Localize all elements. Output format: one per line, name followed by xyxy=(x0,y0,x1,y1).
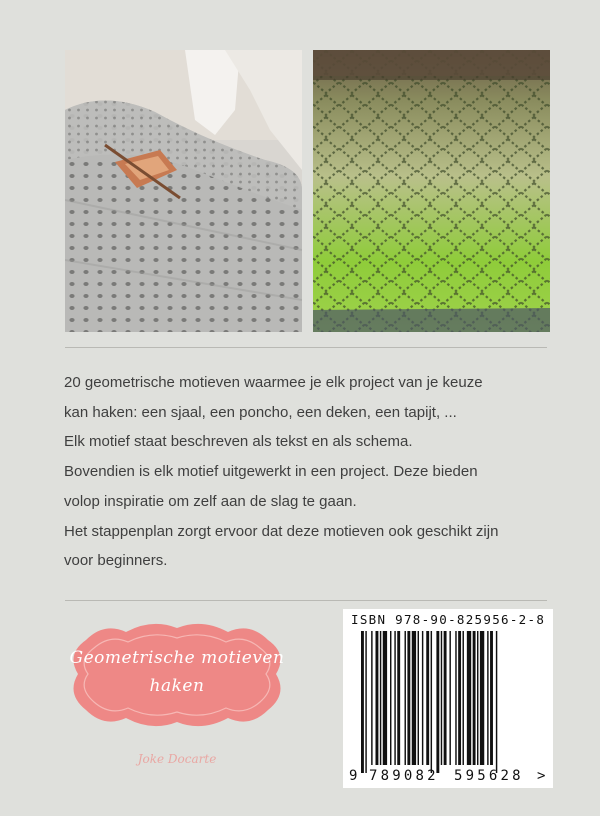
barcode-bar xyxy=(422,631,423,765)
barcode-bar xyxy=(371,631,372,765)
barcode-bar xyxy=(490,631,493,765)
barcode-bar xyxy=(473,631,476,765)
top-divider xyxy=(65,347,547,348)
description-line: Het stappenplan zorgt ervoor dat deze motieven ook geschikt zijn xyxy=(64,522,499,540)
bottom-divider xyxy=(65,600,547,601)
description-line: voor beginners. xyxy=(64,552,168,570)
barcode-bar xyxy=(365,631,366,773)
barcode-bar xyxy=(467,631,471,765)
barcode-bar xyxy=(426,631,429,765)
barcode-arrow: > xyxy=(537,768,546,784)
isbn-label: ISBN 978-90-825956-2-8 xyxy=(351,612,546,627)
description-line: volop inspiratie om zelf aan de slag te gaan. xyxy=(64,492,357,510)
barcode-bar xyxy=(383,631,387,765)
barcode-bar xyxy=(444,631,447,765)
description-line: Elk motief staat beschreven als tekst en als schema. xyxy=(64,433,413,451)
description-text xyxy=(64,368,554,576)
barcode-bars xyxy=(343,609,553,788)
barcode-bar xyxy=(487,631,488,765)
description-line: 20 geometrische motieven waarmee je elk project van je keuze xyxy=(64,374,483,391)
barcode-bar xyxy=(405,631,406,765)
barcode-bar xyxy=(496,631,497,773)
description-line: kan haken: een sjaal, een poncho, een deken, een tapijt, ... xyxy=(64,403,457,421)
barcode-bar xyxy=(431,631,432,773)
description-line: Bovendien is elk motief uitgewerkt in een project. Deze bieden xyxy=(64,463,478,481)
barcode-bar xyxy=(418,631,419,765)
barcode-bar xyxy=(463,631,464,765)
photo-green-shawl xyxy=(313,50,550,332)
barcode-bar xyxy=(376,631,379,765)
barcode-bar xyxy=(394,631,395,765)
isbn-barcode xyxy=(343,609,553,788)
badge-title xyxy=(64,644,290,700)
barcode-bar xyxy=(390,631,391,765)
barcode-bar xyxy=(477,631,478,765)
barcode-bar xyxy=(455,631,456,765)
barcode-right-group: 595628 xyxy=(454,768,524,784)
author-name: Joke Docarte xyxy=(137,752,217,766)
barcode-bar xyxy=(361,631,364,773)
barcode-bar xyxy=(449,631,450,765)
barcode-left-group: 789082 xyxy=(369,768,439,784)
barcode-bar xyxy=(397,631,400,765)
barcode-bar xyxy=(436,631,439,773)
barcode-bar xyxy=(407,631,410,765)
barcode-bar xyxy=(441,631,442,765)
barcode-bar xyxy=(412,631,416,765)
photo-grey-shawl xyxy=(65,50,302,332)
barcode-first-digit: 9 xyxy=(349,768,358,784)
title-badge xyxy=(64,618,290,766)
badge-title-line1: Geometrische motieven xyxy=(69,648,285,668)
barcode-bar xyxy=(480,631,484,765)
badge-title-line2: haken xyxy=(149,676,205,696)
barcode-bar xyxy=(380,631,381,765)
barcode-bar xyxy=(458,631,461,765)
